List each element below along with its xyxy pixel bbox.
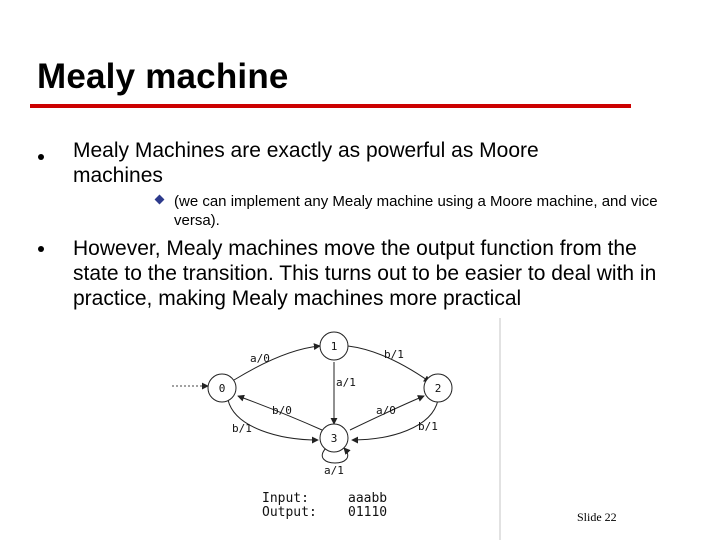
- bullet-text: However, Mealy machines move the output function from the state to the transition. This turns out to be easier to deal with in practice, making Mealy machines more practical: [73, 237, 657, 310]
- bullet-text: Mealy Machines are exactly as powerful as Moore machines: [73, 139, 539, 187]
- transition-label: b/0: [272, 404, 292, 417]
- transition-label: b/1: [384, 348, 404, 361]
- slide-title: Mealy machine: [37, 57, 289, 96]
- transition-label: a/0: [376, 404, 396, 417]
- state-diagram-svg: [170, 318, 502, 540]
- slide-number-value: 22: [604, 510, 617, 524]
- input-label: Input:: [262, 491, 309, 506]
- slide-number: [577, 510, 617, 525]
- transition-label: b/1: [418, 420, 438, 433]
- bullet-marker: [38, 154, 44, 160]
- slide-number-label: Slide: [577, 510, 602, 524]
- transition-label: a/1: [336, 376, 356, 389]
- state-2-label: 2: [434, 382, 442, 395]
- state-0: [208, 374, 236, 402]
- state-1: [320, 332, 348, 360]
- output-label: Output:: [262, 505, 317, 520]
- input-value: aaabb: [348, 491, 388, 506]
- state-3: [320, 424, 348, 452]
- title-underline: [30, 104, 631, 108]
- state-0-label: 0: [218, 382, 226, 395]
- bullet-marker: [38, 246, 44, 252]
- sub-bullet-marker: [155, 195, 165, 205]
- sub-bullet-text: (we can implement any Mealy machine using a Moore machine, and vice versa).: [174, 193, 658, 229]
- state-3-label: 3: [330, 432, 338, 445]
- output-value: 01110: [348, 505, 388, 520]
- state-2: [424, 374, 452, 402]
- transition-label: b/1: [232, 422, 252, 435]
- transition-label: a/1: [324, 464, 344, 477]
- state-diagram: [170, 318, 502, 540]
- state-1-label: 1: [330, 340, 338, 353]
- transition-label: a/0: [250, 352, 270, 365]
